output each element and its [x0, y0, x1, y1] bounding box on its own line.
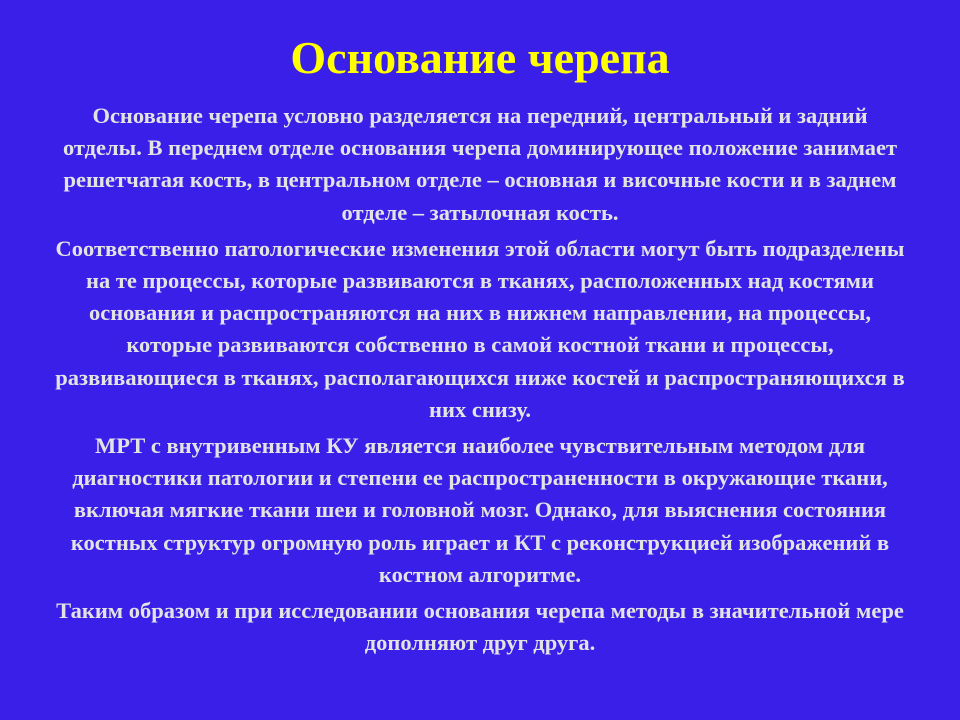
paragraph-2: Соответственно патологические изменения этой области могут быть подразделены на те процессы, которые развиваются в тканях, расположенных над костями основания и распространяются на них в нижнем направлении, на процессы, которые развиваются собственно в самой костной ткани и процессы, развивающиеся в тканях, располагающихся ниже костей и распространяющихся в них снизу. — [55, 235, 905, 422]
slide-title: Основание черепа — [290, 32, 670, 83]
paragraph-3: МРТ с внутривенным КУ является наиболее чувствительным методом для диагностики патологии и степени ее распространенности в окружающие ткани, включая мягкие ткани шеи и головной мозг. Однако, для выяснения состояния костных структур огромную роль играет и КТ с реконструкцией изображений в костном алгоритме. — [70, 433, 890, 587]
paragraph-1: Основание черепа условно разделяется на передний, центральный и задний отделы. В переднем отделе основания черепа доминирующее положение занимает решетчатая кость, в центральном отделе – основная и височные кости и в заднем отделе – затылочная кость. — [62, 103, 898, 225]
slide-body — [52, 100, 908, 663]
paragraph-4: Таким образом и при исследовании основания черепа методы в значительной мере дополняют друг друга. — [56, 598, 904, 656]
